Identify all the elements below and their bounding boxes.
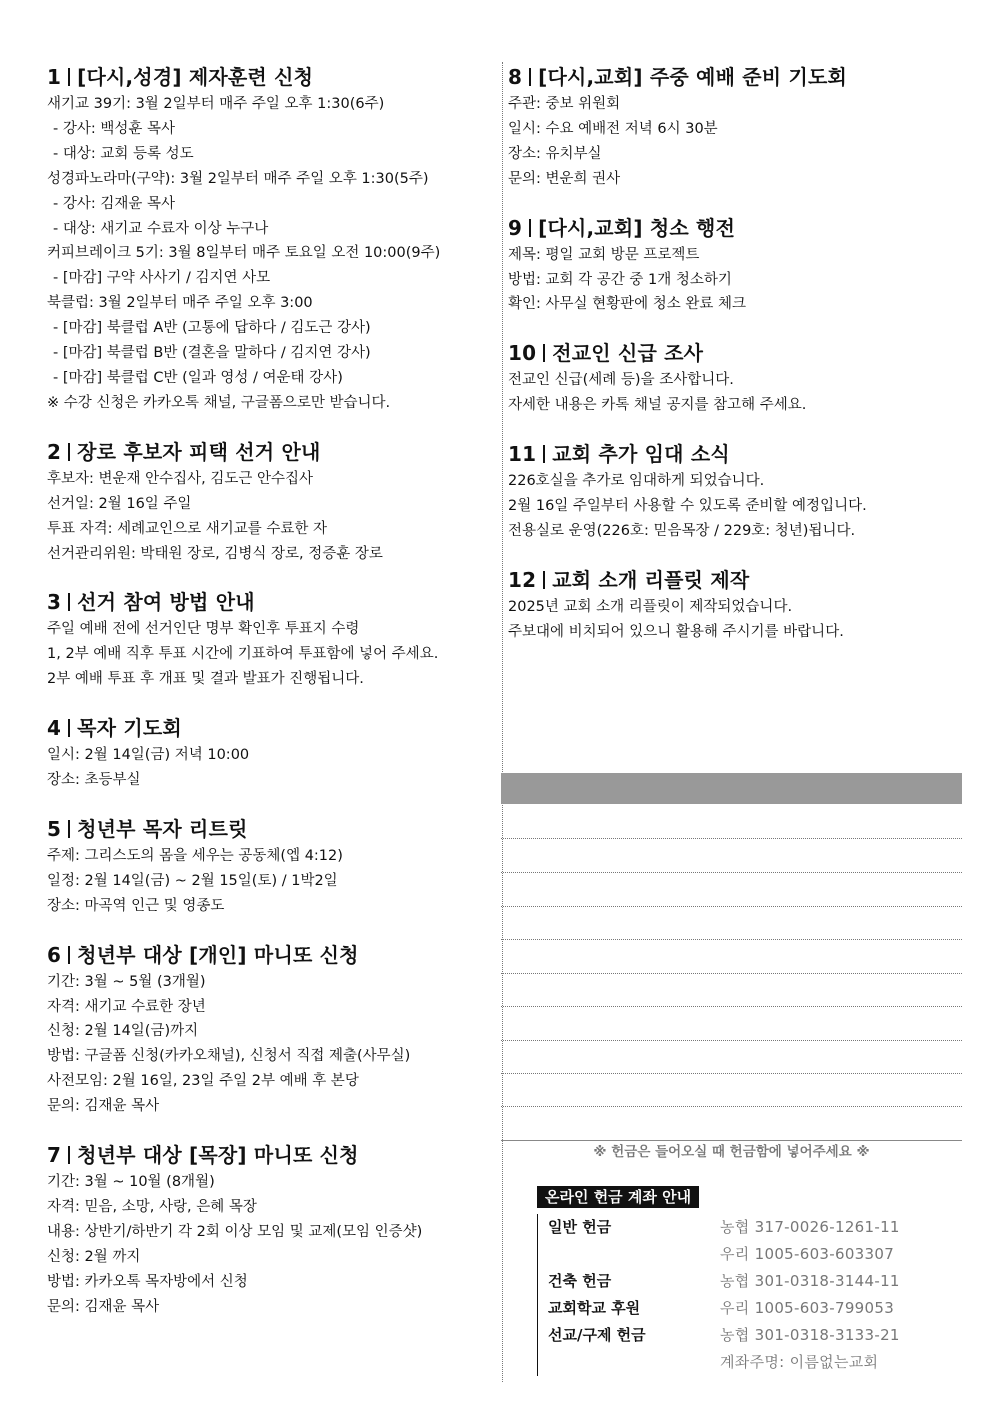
section-sub-line: - [마감] 북클럽 C반 (일과 영성 / 여운태 강사) bbox=[53, 369, 343, 386]
account-number: 농협 317-0026-1261-11 bbox=[720, 1218, 900, 1236]
title-separator bbox=[68, 1146, 70, 1164]
section-number: 10 bbox=[508, 341, 537, 366]
title-separator bbox=[543, 344, 545, 362]
section-number: 4 bbox=[47, 716, 62, 741]
section-number: 6 bbox=[47, 942, 62, 967]
section-title bbox=[47, 1141, 499, 1170]
title-separator bbox=[529, 219, 531, 237]
section-number: 5 bbox=[47, 816, 62, 841]
section-line: 2부 예배 투표 후 개표 및 결과 발표가 진행됩니다. bbox=[47, 671, 364, 688]
section-title-text: 전교인 신급 조사 bbox=[552, 341, 704, 366]
section-line: 신청: 2월 까지 bbox=[47, 1248, 141, 1265]
announcement-section bbox=[508, 440, 963, 544]
section-line: ※ 수강 신청은 카카오톡 채널, 구글폼으로만 받습니다. bbox=[47, 394, 391, 411]
column-divider bbox=[502, 62, 503, 1382]
section-title-text: 목자 기도회 bbox=[77, 716, 182, 741]
section-title-text: 장로 후보자 피택 선거 안내 bbox=[77, 439, 321, 464]
section-title-text: 청년부 대상 [개인] 마니또 신청 bbox=[77, 942, 359, 967]
section-number: 7 bbox=[47, 1143, 62, 1168]
section-title bbox=[508, 339, 963, 368]
memo-line bbox=[501, 838, 962, 839]
accounts-title: 온라인 헌금 계좌 안내 bbox=[537, 1186, 699, 1208]
account-row bbox=[548, 1214, 962, 1241]
section-title-text: [다시,교회] 주중 예배 준비 기도회 bbox=[538, 65, 848, 89]
announcement-section bbox=[47, 588, 499, 692]
section-title bbox=[508, 440, 963, 469]
section-number: 8 bbox=[508, 65, 523, 89]
section-line: 커피브레이크 5기: 3월 8일부터 매주 토요일 오전 10:00(9주) bbox=[47, 245, 441, 262]
section-title bbox=[47, 815, 499, 844]
section-line: 선거일: 2월 16일 주일 bbox=[47, 495, 192, 512]
account-row bbox=[548, 1295, 962, 1322]
section-line: 문의: 김재윤 목사 bbox=[47, 1298, 160, 1315]
section-title bbox=[508, 566, 963, 595]
account-row bbox=[548, 1241, 962, 1268]
account-label: 건축 헌금 bbox=[548, 1272, 612, 1290]
section-number: 3 bbox=[47, 590, 62, 615]
announcement-section bbox=[47, 815, 499, 919]
section-line: 성경파노라마(구약): 3월 2일부터 매주 주일 오후 1:30(5주) bbox=[47, 170, 429, 187]
section-line: 자세한 내용은 카톡 채널 공지를 참고해 주세요. bbox=[508, 397, 807, 414]
memo-line bbox=[501, 906, 962, 907]
announcement-section bbox=[508, 339, 963, 418]
section-line: 사전모임: 2월 16일, 23일 주일 2부 예배 후 본당 bbox=[47, 1073, 359, 1090]
accounts-list bbox=[537, 1214, 962, 1376]
online-offering-accounts bbox=[537, 1186, 962, 1376]
section-sub-line: - 강사: 김재윤 목사 bbox=[53, 195, 175, 212]
section-line: 새기교 39기: 3월 2일부터 매주 주일 오후 1:30(6주) bbox=[47, 96, 385, 112]
section-line: 투표 자격: 세례교인으로 새기교를 수료한 자 bbox=[47, 520, 328, 537]
section-number: 11 bbox=[508, 442, 537, 467]
section-line: 2월 16일 주일부터 사용할 수 있도록 준비할 예정입니다. bbox=[508, 498, 867, 515]
section-title bbox=[47, 588, 499, 617]
section-sub-line: - 강사: 백성훈 목사 bbox=[53, 120, 175, 137]
section-line: 기간: 3월 ~ 10월 (8개월) bbox=[47, 1174, 215, 1191]
account-number: 계좌주명: 이름없는교회 bbox=[720, 1353, 879, 1371]
section-number: 9 bbox=[508, 215, 523, 240]
section-line: 확인: 사무실 현황판에 청소 완료 체크 bbox=[508, 296, 747, 313]
section-title-text: 선거 참여 방법 안내 bbox=[77, 590, 255, 615]
section-sub-line: - 대상: 교회 등록 성도 bbox=[53, 145, 194, 162]
section-line: 주일 예배 전에 선거인단 명부 확인후 투표지 수령 bbox=[47, 621, 360, 638]
section-sub-line: - 대상: 새기교 수료자 이상 누구나 bbox=[53, 220, 269, 237]
announcement-section bbox=[508, 63, 963, 192]
account-number: 농협 301-0318-3144-11 bbox=[720, 1272, 900, 1290]
section-title-text: 교회 소개 리플릿 제작 bbox=[552, 567, 750, 592]
section-line: 방법: 카카오톡 목자방에서 신청 bbox=[47, 1273, 248, 1290]
section-line: 전교인 신급(세례 등)을 조사합니다. bbox=[508, 372, 734, 389]
section-line: 북클럽: 3월 2일부터 매주 주일 오후 3:00 bbox=[47, 295, 313, 312]
account-label bbox=[548, 1241, 720, 1268]
title-separator bbox=[529, 68, 531, 86]
title-separator bbox=[68, 719, 70, 737]
section-title bbox=[47, 438, 499, 467]
account-row bbox=[548, 1349, 962, 1376]
section-number: 12 bbox=[508, 567, 537, 592]
account-label: 교회학교 후원 bbox=[548, 1299, 641, 1317]
section-line: 선거관리위원: 박태원 장로, 김병식 장로, 정증훈 장로 bbox=[47, 545, 383, 562]
section-line: 신청: 2월 14일(금)까지 bbox=[47, 1023, 199, 1040]
account-row bbox=[548, 1322, 962, 1349]
right-column bbox=[508, 63, 963, 667]
section-title-text: [다시,성경] 제자훈련 신청 bbox=[77, 65, 314, 89]
section-line: 방법: 교회 각 공간 중 1개 청소하기 bbox=[508, 271, 732, 288]
section-number: 1 bbox=[47, 65, 62, 89]
account-label: 선교/구제 헌금 bbox=[548, 1326, 646, 1344]
title-separator bbox=[68, 443, 70, 461]
account-row bbox=[548, 1268, 962, 1295]
memo-line bbox=[501, 1006, 962, 1007]
section-line: 주제: 그리스도의 몸을 세우는 공동체(엡 4:12) bbox=[47, 847, 343, 864]
section-number: 2 bbox=[47, 439, 62, 464]
section-line: 기간: 3월 ~ 5월 (3개월) bbox=[47, 973, 206, 990]
memo-line bbox=[501, 872, 962, 873]
memo-line bbox=[501, 1106, 962, 1107]
section-line: 주보대에 비치되어 있으니 활용해 주시기를 바랍니다. bbox=[508, 623, 844, 640]
section-sub-line: - [마감] 북클럽 A반 (고통에 답하다 / 김도근 강사) bbox=[53, 320, 371, 337]
section-sub-line: - [마감] 구약 사사기 / 김지연 사모 bbox=[53, 270, 271, 287]
memo-line bbox=[501, 973, 962, 974]
section-line: 장소: 마곡역 인근 및 영종도 bbox=[47, 897, 225, 914]
section-line: 장소: 유치부실 bbox=[508, 145, 602, 162]
section-line: 문의: 변운희 권사 bbox=[508, 170, 621, 187]
title-separator bbox=[68, 820, 70, 838]
section-line: 자격: 새기교 수료한 장년 bbox=[47, 998, 206, 1015]
account-label bbox=[548, 1349, 720, 1376]
account-number: 농협 301-0318-3133-21 bbox=[720, 1326, 900, 1344]
announcement-section bbox=[47, 438, 499, 567]
section-line: 일시: 2월 14일(금) 저녁 10:00 bbox=[47, 747, 250, 764]
section-title-text: 청년부 목자 리트릿 bbox=[77, 816, 248, 841]
offering-notice: ※ 헌금은 들어오실 때 헌금함에 넣어주세요 ※ bbox=[593, 1144, 870, 1160]
section-line: 1, 2부 예배 직후 투표 시간에 기표하여 투표함에 넣어 주세요. bbox=[47, 646, 439, 663]
title-separator bbox=[68, 593, 70, 611]
memo-line bbox=[501, 1073, 962, 1074]
section-line: 장소: 초등부실 bbox=[47, 772, 141, 789]
section-title-text: 청년부 대상 [목장] 마니또 신청 bbox=[77, 1143, 359, 1168]
section-sub-line: - [마감] 북클럽 B반 (결혼을 말하다 / 김지연 강사) bbox=[53, 345, 371, 362]
section-line: 후보자: 변운재 안수집사, 김도근 안수집사 bbox=[47, 470, 314, 487]
announcement-section bbox=[508, 566, 963, 645]
account-number: 우리 1005-603-799053 bbox=[720, 1299, 895, 1317]
section-title-text: 교회 추가 임대 소식 bbox=[552, 442, 730, 467]
section-title bbox=[47, 714, 499, 743]
announcement-section bbox=[508, 214, 963, 318]
announcement-section bbox=[47, 941, 499, 1119]
announcement-section bbox=[47, 63, 499, 416]
section-title bbox=[508, 63, 963, 92]
section-line: 제목: 평일 교회 방문 프로젝트 bbox=[508, 246, 700, 263]
announcement-section bbox=[47, 1141, 499, 1319]
title-separator bbox=[543, 571, 545, 589]
title-separator bbox=[68, 946, 70, 964]
left-column bbox=[47, 63, 499, 1342]
account-label: 일반 헌금 bbox=[548, 1218, 612, 1236]
section-title bbox=[47, 63, 499, 92]
memo-line bbox=[501, 1040, 962, 1041]
section-line: 일정: 2월 14일(금) ~ 2월 15일(토) / 1박2일 bbox=[47, 872, 338, 889]
section-line: 전용실로 운영(226호: 믿음목장 / 229호: 청년)됩니다. bbox=[508, 522, 856, 539]
section-line: 내용: 상반기/하반기 각 2회 이상 모임 및 교제(모임 인증샷) bbox=[47, 1223, 423, 1240]
section-line: 일시: 수요 예배전 저녁 6시 30분 bbox=[508, 120, 718, 137]
announcement-section bbox=[47, 714, 499, 793]
section-title-text: [다시,교회] 청소 행전 bbox=[538, 215, 736, 240]
memo-line bbox=[501, 939, 962, 940]
section-line: 주관: 중보 위원회 bbox=[508, 96, 621, 112]
section-line: 자격: 믿음, 소망, 사랑, 은혜 목장 bbox=[47, 1199, 257, 1215]
memo-header-band bbox=[501, 773, 962, 804]
section-title bbox=[47, 941, 499, 970]
account-number: 우리 1005-603-603307 bbox=[720, 1245, 895, 1263]
title-separator bbox=[543, 445, 545, 463]
section-line: 2025년 교회 소개 리플릿이 제작되었습니다. bbox=[508, 598, 793, 615]
section-line: 226호실을 추가로 임대하게 되었습니다. bbox=[508, 473, 765, 490]
section-line: 문의: 김재윤 목사 bbox=[47, 1098, 160, 1115]
section-title bbox=[508, 214, 963, 243]
title-separator bbox=[68, 68, 70, 86]
section-line: 방법: 구글폼 신청(카카오채널), 신청서 직접 제출(사무실) bbox=[47, 1048, 411, 1065]
